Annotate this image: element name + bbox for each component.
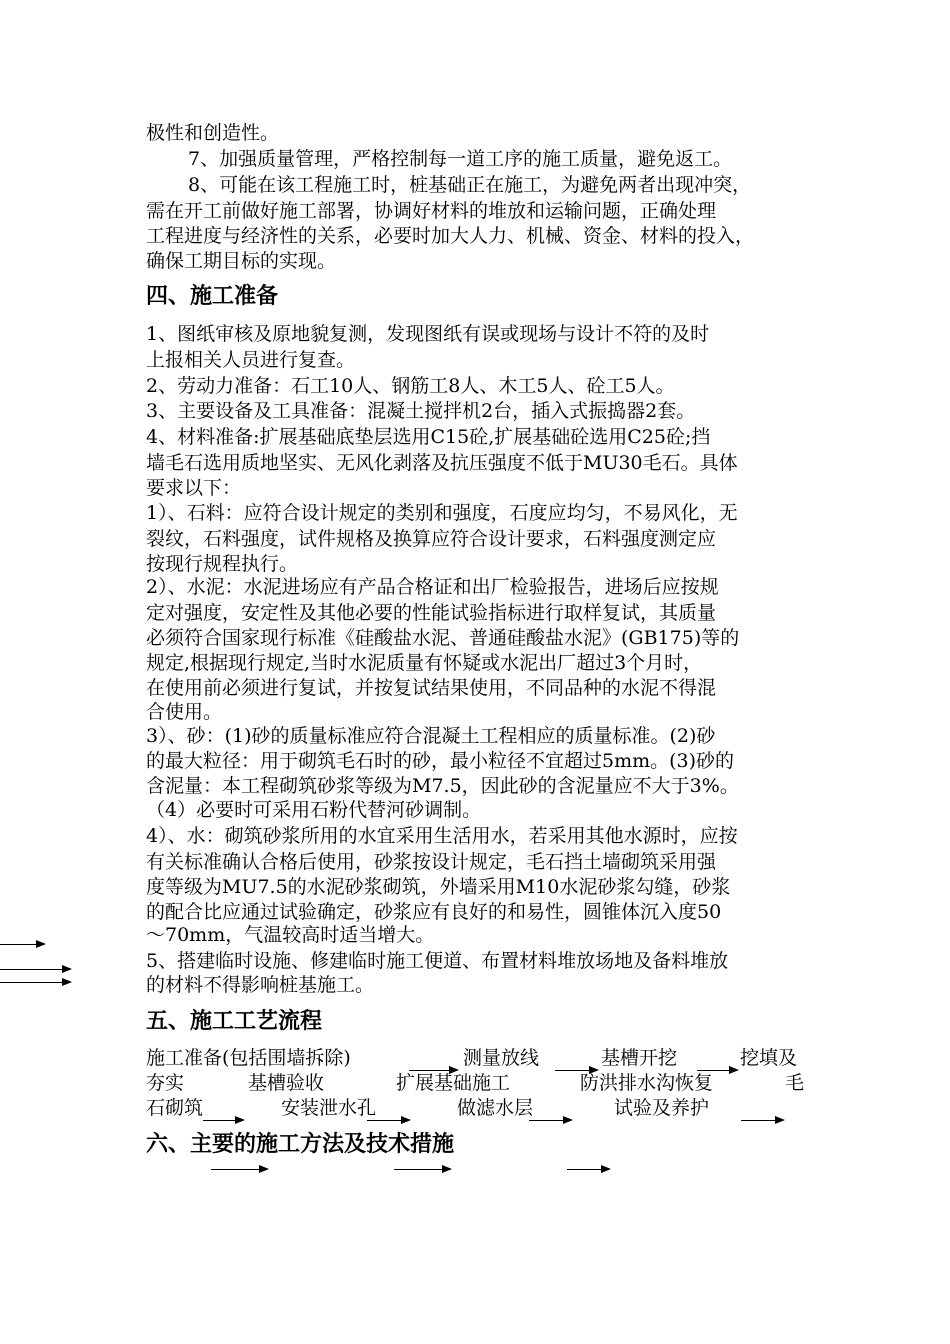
arrow-icon xyxy=(0,944,44,945)
text-line: 需在开工前做好施工部署，协调好材料的堆放和运输问题，正确处理 xyxy=(146,200,717,222)
text-line: 必须符合国家现行标准《硅酸盐水泥、普通硅酸盐水泥》(GB175)等的 xyxy=(146,627,740,649)
text-line: （4）必要时可采用石粉代替河砂调制。 xyxy=(146,799,482,821)
arrow-icon xyxy=(0,969,70,970)
flow-step: 扩展基础施工 xyxy=(396,1072,511,1094)
flow-arrow-icon xyxy=(697,1070,737,1071)
flow-step: 毛 xyxy=(785,1072,805,1094)
text-line: 度等级为MU7.5的水泥砂浆砌筑，外墙采用M10水泥砂浆勾缝，砂浆 xyxy=(146,876,731,898)
section-heading: 五、施工工艺流程 xyxy=(146,1009,323,1034)
text-line: 4、材料准备:扩展基础底垫层选用C15砼,扩展基础砼选用C25砼;挡 xyxy=(146,426,711,448)
flow-arrow-icon xyxy=(211,1169,267,1170)
text-line: 2）、水泥：水泥进场应有产品合格证和出厂检验报告，进场后应按规 xyxy=(146,576,719,598)
text-line: 定对强度，安定性及其他必要的性能试验指标进行取样复试，其质量 xyxy=(146,602,717,624)
flow-step: 挖填及 xyxy=(740,1047,798,1069)
flow-arrow-icon xyxy=(367,1120,409,1121)
flow-step: 夯实 xyxy=(146,1072,185,1094)
flow-step: 安装泄水孔 xyxy=(281,1097,377,1119)
text-line: 的最大粒径：用于砌筑毛石时的砂，最小粒径不宜超过5mm。(3)砂的 xyxy=(146,750,735,772)
text-line: 上报相关人员进行复查。 xyxy=(146,349,356,371)
flow-arrow-icon xyxy=(203,1120,243,1121)
flow-arrow-icon xyxy=(529,1120,571,1121)
text-line: 4）、水：砌筑砂浆所用的水宜采用生活用水，若采用其他水源时，应按 xyxy=(146,825,738,847)
flow-step: 试验及养护 xyxy=(614,1097,710,1119)
flow-step: 基槽验收 xyxy=(248,1072,325,1094)
text-line: 1、图纸审核及原地貌复测，发现图纸有误或现场与设计不符的及时 xyxy=(146,323,710,345)
text-line: 8、可能在该工程施工时，桩基础正在施工，为避免两者出现冲突， xyxy=(188,174,752,196)
text-line: 工程进度与经济性的关系，必要时加大人力、机械、资金、材料的投入， xyxy=(146,225,755,247)
text-line: 5、搭建临时设施、修建临时施工便道、布置材料堆放场地及备料堆放 xyxy=(146,950,729,972)
flow-arrow-icon xyxy=(555,1070,597,1071)
text-line: 规定,根据现行规定,当时水泥质量有怀疑或水泥出厂超过3个月时， xyxy=(146,652,703,674)
text-line: 确保工期目标的实现。 xyxy=(146,250,337,272)
section-heading: 四、施工准备 xyxy=(146,284,279,309)
flow-step: 防洪排水沟恢复 xyxy=(580,1072,714,1094)
text-line: 要求以下： xyxy=(146,477,242,499)
text-line: 在使用前必须进行复试，并按复试结果使用，不同品种的水泥不得混 xyxy=(146,677,717,699)
text-line: 按现行规程执行。 xyxy=(146,553,299,575)
flow-arrow-icon xyxy=(409,1070,457,1071)
flow-arrow-icon xyxy=(394,1169,450,1170)
text-line: 7、加强质量管理，严格控制每一道工序的施工质量，避免返工。 xyxy=(188,148,733,170)
flow-arrow-icon xyxy=(741,1120,783,1121)
text-line: 2、劳动力准备：石工10人、钢筋工8人、木工5人、砼工5人。 xyxy=(146,375,675,397)
flow-step: 施工准备(包括围墙拆除) xyxy=(146,1047,351,1069)
text-line: 合使用。 xyxy=(146,701,223,723)
text-line: 极性和创造性。 xyxy=(146,122,280,144)
flow-step: 测量放线 xyxy=(463,1047,540,1069)
text-line: 的配合比应通过试验确定，砂浆应有良好的和易性，圆锥体沉入度50 xyxy=(146,901,722,923)
text-line: 有关标准确认合格后使用，砂浆按设计规定，毛石挡土墙砌筑采用强 xyxy=(146,851,717,873)
flow-step: 石砌筑 xyxy=(146,1097,204,1119)
arrow-icon xyxy=(0,982,70,983)
text-line: 3）、砂：(1)砂的质量标准应符合混凝土工程相应的质量标准。(2)砂 xyxy=(146,725,716,747)
flow-step: 做滤水层 xyxy=(457,1097,534,1119)
text-line: 1）、石料：应符合设计规定的类别和强度，石度应均匀，不易风化，无 xyxy=(146,502,738,524)
section-heading: 六、主要的施工方法及技术措施 xyxy=(146,1132,455,1157)
text-line: 裂纹，石料强度，试件规格及换算应符合设计要求，石料强度测定应 xyxy=(146,528,717,550)
text-line: 含泥量：本工程砌筑砂浆等级为M7.5，因此砂的含泥量应不大于3%。 xyxy=(146,775,739,797)
text-line: 3、主要设备及工具准备：混凝土搅拌机2台，插入式振捣器2套。 xyxy=(146,400,696,422)
flow-arrow-icon xyxy=(567,1169,609,1170)
text-line: ～70mm，气温较高时适当增大。 xyxy=(146,924,435,946)
text-line: 墙毛石选用质地坚实、无风化剥落及抗压强度不低于MU30毛石。具体 xyxy=(146,452,738,474)
flow-step: 基槽开挖 xyxy=(601,1047,678,1069)
text-line: 的材料不得影响桩基施工。 xyxy=(146,974,375,996)
